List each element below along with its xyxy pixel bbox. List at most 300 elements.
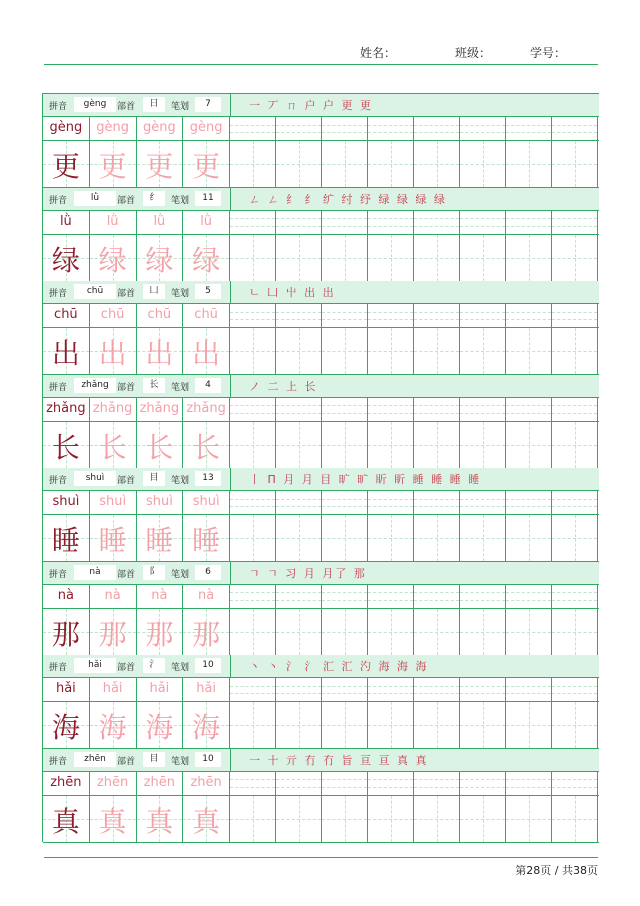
- pinyin-cell: [183, 398, 230, 421]
- hanzi-cell: [137, 235, 184, 281]
- hanzi-practice-cell: [552, 235, 598, 281]
- hanzi-row: [43, 235, 599, 282]
- practice-sheet: [42, 93, 599, 842]
- pinyin-value: gèng: [74, 97, 116, 112]
- stroke-order-cell: [230, 281, 600, 303]
- hanzi-row: [43, 422, 599, 469]
- pinyin-cell: [183, 678, 230, 701]
- pinyin-practice-cell: [230, 211, 276, 234]
- pinyin-cell: [43, 211, 90, 234]
- hanzi-practice-cell: [230, 328, 276, 374]
- pinyin-cell: [90, 211, 137, 234]
- hanzi-practice-cell: [230, 515, 276, 561]
- hanzi-cell: [90, 702, 137, 748]
- pinyin-trace-text: gèng: [143, 120, 176, 135]
- hanzi-practice-cell: [276, 328, 322, 374]
- hanzi-cell: [183, 515, 230, 561]
- pinyin-practice-cell: [552, 491, 598, 514]
- pinyin-trace-text: chū: [194, 307, 218, 322]
- hanzi-trace-text: 绿: [98, 243, 127, 277]
- stroke-order: 一 十 亓 冇 冇 旨 亘 亘 真 真: [249, 753, 429, 767]
- pinyin-practice-cell: [368, 117, 414, 140]
- strokes-label: 笔划: [171, 756, 190, 767]
- pinyin-practice-cell: [552, 211, 598, 234]
- pinyin-row: [43, 211, 599, 235]
- pinyin-text: shuì: [52, 494, 80, 509]
- character-block: [43, 94, 599, 188]
- hanzi-practice-cell: [552, 515, 598, 561]
- stroke-count-value: 13: [195, 471, 221, 486]
- hanzi-cell: [137, 702, 184, 748]
- stroke-count-value: 10: [195, 752, 221, 767]
- stroke-order: ㄴ 凵 屮 出 出: [249, 286, 336, 299]
- pinyin-practice-cell: [506, 398, 552, 421]
- pinyin-trace-text: shuì: [192, 494, 220, 509]
- hanzi-practice-cell: [552, 422, 598, 468]
- pinyin-text: lǜ: [59, 213, 72, 229]
- character-block: [43, 281, 599, 375]
- pinyin-label: 拼音: [49, 289, 68, 299]
- pinyin-practice-cell: [230, 772, 276, 795]
- hanzi-cell: [137, 328, 184, 374]
- radical-label: 部首: [117, 382, 136, 393]
- hanzi-cell: [137, 796, 184, 842]
- stroke-order-cell: [230, 94, 600, 116]
- pinyin-practice-cell: [276, 398, 322, 421]
- pinyin-value: zhēn: [74, 752, 116, 767]
- pinyin-practice-cell: [322, 304, 368, 327]
- pinyin-practice-cell: [368, 491, 414, 514]
- hanzi-cell: [43, 796, 90, 842]
- radical-value: 目: [143, 752, 165, 767]
- hanzi-row: [43, 328, 599, 375]
- hanzi-trace-text: 更: [98, 150, 127, 183]
- hanzi-trace-text: 出: [192, 337, 221, 370]
- radical-value: 日: [143, 97, 165, 112]
- pinyin-practice-cell: [322, 678, 368, 701]
- info-row: [43, 562, 599, 585]
- pinyin-trace-text: shuì: [145, 494, 173, 509]
- pinyin-practice-cell: [368, 398, 414, 421]
- pinyin-cell: [90, 585, 137, 608]
- pinyin-trace-text: shuì: [99, 494, 127, 509]
- strokes-label: 笔划: [171, 663, 190, 673]
- hanzi-practice-cell: [368, 515, 414, 561]
- hanzi-trace-text: 那: [98, 617, 127, 651]
- pinyin-trace-text: lǜ: [106, 213, 119, 229]
- hanzi-cell: [183, 702, 230, 748]
- radical-label: 部首: [117, 289, 136, 299]
- pinyin-cell: [137, 678, 184, 701]
- stroke-order: 丨 П 月 月 目 旷 旷 盺 盺 睡 睡 睡 睡: [249, 473, 482, 486]
- pinyin-practice-cell: [276, 678, 322, 701]
- pinyin-practice-cell: [276, 117, 322, 140]
- pinyin-practice-cell: [368, 304, 414, 327]
- hanzi-trace-text: 真: [98, 804, 127, 838]
- hanzi-trace-text: 睡: [145, 524, 174, 557]
- pinyin-practice-cell: [414, 117, 460, 140]
- pinyin-cell: [43, 678, 90, 701]
- pinyin-practice-cell: [230, 304, 276, 327]
- pinyin-practice-cell: [506, 491, 552, 514]
- hanzi-text: 真: [51, 804, 80, 838]
- pinyin-cell: [137, 491, 184, 514]
- pinyin-practice-cell: [552, 398, 598, 421]
- hanzi-cell: [43, 141, 90, 187]
- hanzi-trace-text: 绿: [192, 243, 221, 277]
- radical-value: 氵: [143, 658, 165, 673]
- pinyin-practice-cell: [460, 772, 506, 795]
- pinyin-practice-cell: [368, 211, 414, 234]
- pinyin-practice-cell: [506, 211, 552, 234]
- pinyin-row: [43, 585, 599, 609]
- hanzi-cell: [183, 141, 230, 187]
- hanzi-practice-cell: [460, 702, 506, 748]
- pinyin-cell: [90, 304, 137, 327]
- pinyin-practice-cell: [230, 585, 276, 608]
- pinyin-practice-cell: [552, 304, 598, 327]
- radical-label: 部首: [117, 476, 136, 486]
- pinyin-practice-cell: [322, 211, 368, 234]
- hanzi-practice-cell: [414, 515, 460, 561]
- hanzi-practice-cell: [506, 515, 552, 561]
- stroke-count-value: 6: [195, 565, 221, 580]
- pinyin-practice-cell: [552, 117, 598, 140]
- info-row: [43, 375, 599, 398]
- pinyin-practice-cell: [460, 585, 506, 608]
- strokes-label: 笔划: [171, 195, 190, 206]
- hanzi-practice-cell: [322, 796, 368, 842]
- hanzi-row: [43, 515, 599, 562]
- hanzi-practice-cell: [322, 702, 368, 748]
- pinyin-trace-text: chū: [100, 307, 125, 322]
- hanzi-trace-text: 海: [98, 711, 127, 744]
- pinyin-practice-cell: [414, 772, 460, 795]
- pinyin-practice-cell: [322, 398, 368, 421]
- pinyin-trace-text: gèng: [189, 120, 223, 135]
- hanzi-cell: [90, 422, 137, 468]
- pinyin-value: shuì: [74, 471, 116, 486]
- pinyin-practice-cell: [506, 117, 552, 140]
- hanzi-practice-cell: [506, 141, 552, 187]
- hanzi-practice-cell: [460, 235, 506, 281]
- pinyin-trace-text: zhǎng: [139, 400, 180, 416]
- pinyin-practice-cell: [230, 398, 276, 421]
- hanzi-trace-text: 睡: [98, 524, 127, 557]
- hanzi-practice-cell: [506, 702, 552, 748]
- pinyin-practice-cell: [368, 772, 414, 795]
- stroke-count-value: 5: [195, 284, 221, 299]
- hanzi-practice-cell: [276, 796, 322, 842]
- pinyin-cell: [90, 772, 137, 795]
- hanzi-practice-cell: [368, 796, 414, 842]
- hanzi-cell: [43, 702, 90, 748]
- pinyin-value: lǜ: [74, 191, 116, 206]
- stroke-count-value: 4: [195, 378, 221, 393]
- hanzi-text: 出: [51, 337, 80, 370]
- stroke-order-cell: [230, 655, 600, 677]
- pinyin-cell: [137, 117, 184, 140]
- pinyin-practice-cell: [414, 585, 460, 608]
- hanzi-cell: [183, 235, 230, 281]
- hanzi-row: [43, 141, 599, 188]
- pinyin-cell: [90, 398, 137, 421]
- hanzi-practice-cell: [460, 141, 506, 187]
- pinyin-trace-text: nà: [198, 587, 215, 603]
- hanzi-cell: [43, 609, 90, 655]
- pinyin-practice-cell: [460, 117, 506, 140]
- hanzi-cell: [183, 328, 230, 374]
- character-block: [43, 562, 599, 656]
- footer-divider: [44, 857, 598, 858]
- pinyin-practice-cell: [552, 678, 598, 701]
- pinyin-practice-cell: [230, 491, 276, 514]
- hanzi-trace-text: 更: [145, 150, 174, 183]
- hanzi-trace-text: 海: [145, 711, 174, 744]
- hanzi-cell: [183, 422, 230, 468]
- hanzi-practice-cell: [230, 796, 276, 842]
- stroke-order-cell: [230, 375, 600, 397]
- pinyin-practice-cell: [460, 678, 506, 701]
- pinyin-trace-text: zhēn: [96, 774, 129, 790]
- hanzi-practice-cell: [368, 702, 414, 748]
- pinyin-text: nà: [57, 587, 74, 603]
- hanzi-practice-cell: [368, 141, 414, 187]
- radical-label: 部首: [117, 663, 136, 673]
- pinyin-row: [43, 678, 599, 702]
- pinyin-cell: [90, 117, 137, 140]
- pinyin-cell: [137, 585, 184, 608]
- pinyin-cell: [183, 772, 230, 795]
- pinyin-practice-cell: [460, 491, 506, 514]
- pinyin-value: nà: [74, 565, 116, 580]
- pinyin-cell: [90, 678, 137, 701]
- strokes-label: 笔划: [171, 102, 190, 112]
- pinyin-trace-text: zhǎng: [92, 400, 133, 416]
- pinyin-cell: [183, 211, 230, 234]
- radical-value: 凵: [143, 284, 165, 299]
- pinyin-practice-cell: [322, 585, 368, 608]
- stroke-order-cell: [230, 562, 600, 584]
- stroke-order-cell: [230, 468, 600, 490]
- strokes-label: 笔划: [171, 476, 190, 486]
- hanzi-practice-cell: [460, 609, 506, 655]
- hanzi-practice-cell: [460, 515, 506, 561]
- pinyin-value: hǎi: [74, 658, 116, 673]
- pinyin-practice-cell: [276, 211, 322, 234]
- hanzi-trace-text: 长: [98, 430, 127, 464]
- radical-value: 目: [143, 471, 165, 486]
- pinyin-text: gèng: [49, 120, 83, 135]
- pinyin-text: zhēn: [50, 774, 82, 790]
- hanzi-cell: [137, 422, 184, 468]
- pinyin-practice-cell: [552, 585, 598, 608]
- stroke-order: 一 丆 ㄇ 户 户 更 更: [249, 99, 373, 112]
- hanzi-text: 海: [51, 711, 80, 744]
- hanzi-row: [43, 702, 599, 749]
- hanzi-cell: [90, 796, 137, 842]
- pinyin-row: [43, 772, 599, 796]
- hanzi-practice-cell: [460, 796, 506, 842]
- pinyin-practice-cell: [230, 678, 276, 701]
- pinyin-label: 拼音: [49, 756, 68, 767]
- hanzi-practice-cell: [414, 141, 460, 187]
- pinyin-practice-cell: [506, 678, 552, 701]
- pinyin-practice-cell: [506, 772, 552, 795]
- info-row: [43, 188, 599, 211]
- pinyin-practice-cell: [276, 772, 322, 795]
- hanzi-practice-cell: [506, 422, 552, 468]
- info-row: [43, 655, 599, 678]
- hanzi-practice-cell: [322, 609, 368, 655]
- hanzi-practice-cell: [414, 702, 460, 748]
- hanzi-trace-text: 出: [145, 337, 174, 370]
- pinyin-trace-text: zhēn: [143, 774, 176, 790]
- hanzi-practice-cell: [368, 235, 414, 281]
- hanzi-trace-text: 真: [145, 804, 174, 838]
- pinyin-trace-text: zhǎng: [186, 400, 226, 416]
- hanzi-practice-cell: [368, 609, 414, 655]
- pinyin-cell: [137, 211, 184, 234]
- hanzi-practice-cell: [230, 422, 276, 468]
- character-block: [43, 655, 599, 749]
- pinyin-label: 拼音: [49, 569, 68, 580]
- pinyin-cell: [90, 491, 137, 514]
- pinyin-trace-text: hǎi: [149, 681, 170, 696]
- pinyin-label: 拼音: [49, 476, 68, 486]
- pinyin-label: 拼音: [49, 382, 68, 393]
- strokes-label: 笔划: [171, 382, 190, 393]
- stroke-count-value: 11: [195, 191, 221, 206]
- hanzi-practice-cell: [322, 422, 368, 468]
- pinyin-text: chū: [54, 307, 78, 322]
- hanzi-practice-cell: [506, 328, 552, 374]
- hanzi-practice-cell: [460, 422, 506, 468]
- hanzi-practice-cell: [552, 609, 598, 655]
- hanzi-practice-cell: [506, 796, 552, 842]
- hanzi-cell: [137, 609, 184, 655]
- stroke-order-cell: [230, 188, 600, 210]
- info-row: [43, 468, 599, 491]
- pinyin-cell: [43, 117, 90, 140]
- stroke-count-value: 7: [195, 97, 221, 112]
- pinyin-cell: [183, 117, 230, 140]
- pinyin-text: zhǎng: [46, 400, 86, 416]
- pinyin-cell: [137, 398, 184, 421]
- hanzi-trace-text: 长: [192, 430, 221, 464]
- strokes-label: 笔划: [171, 289, 190, 299]
- info-row: [43, 281, 599, 304]
- class-label: 班级：: [455, 46, 492, 60]
- hanzi-practice-cell: [276, 702, 322, 748]
- pinyin-trace-text: chū: [147, 307, 172, 322]
- pinyin-trace-text: hǎi: [102, 681, 123, 696]
- stroke-order: 丶 丶 氵 氵 汇 汇 汋 海 海 海: [249, 660, 429, 673]
- radical-value: 纟: [143, 191, 165, 206]
- pinyin-practice-cell: [322, 491, 368, 514]
- pinyin-practice-cell: [368, 678, 414, 701]
- pinyin-cell: [183, 491, 230, 514]
- pinyin-practice-cell: [322, 772, 368, 795]
- hanzi-cell: [183, 796, 230, 842]
- student-id-label: 学号：: [530, 46, 567, 60]
- hanzi-practice-cell: [414, 796, 460, 842]
- hanzi-practice-cell: [414, 235, 460, 281]
- pinyin-cell: [43, 772, 90, 795]
- pinyin-label: 拼音: [49, 102, 68, 112]
- pinyin-practice-cell: [414, 491, 460, 514]
- hanzi-practice-cell: [506, 235, 552, 281]
- pinyin-cell: [43, 304, 90, 327]
- pinyin-cell: [43, 491, 90, 514]
- pinyin-practice-cell: [414, 398, 460, 421]
- hanzi-practice-cell: [230, 141, 276, 187]
- header-divider: [44, 64, 598, 65]
- hanzi-practice-cell: [276, 609, 322, 655]
- pinyin-trace-text: lǜ: [153, 213, 166, 229]
- pinyin-row: [43, 117, 599, 141]
- hanzi-practice-cell: [552, 796, 598, 842]
- pinyin-practice-cell: [552, 772, 598, 795]
- stroke-order: ㄥ ㄥ 纟 纟 纩 纣 纾 绿 绿 绿 绿: [249, 192, 447, 206]
- hanzi-text: 长: [51, 430, 80, 464]
- hanzi-text: 绿: [51, 243, 80, 277]
- pinyin-trace-text: gèng: [96, 120, 129, 135]
- hanzi-practice-cell: [552, 141, 598, 187]
- pinyin-cell: [137, 304, 184, 327]
- hanzi-practice-cell: [276, 422, 322, 468]
- stroke-count-value: 10: [195, 658, 221, 673]
- page-header: [0, 40, 640, 62]
- hanzi-trace-text: 海: [192, 711, 221, 744]
- pinyin-practice-cell: [230, 117, 276, 140]
- pinyin-practice-cell: [368, 585, 414, 608]
- hanzi-text: 睡: [51, 524, 80, 557]
- pinyin-text: hǎi: [55, 681, 76, 696]
- hanzi-cell: [90, 609, 137, 655]
- hanzi-cell: [137, 141, 184, 187]
- hanzi-cell: [43, 422, 90, 468]
- hanzi-practice-cell: [276, 235, 322, 281]
- pinyin-practice-cell: [414, 678, 460, 701]
- radical-value: 阝: [143, 565, 165, 580]
- hanzi-trace-text: 那: [145, 617, 174, 651]
- pinyin-practice-cell: [276, 304, 322, 327]
- hanzi-practice-cell: [322, 328, 368, 374]
- pinyin-practice-cell: [460, 304, 506, 327]
- pinyin-cell: [43, 398, 90, 421]
- hanzi-practice-cell: [414, 609, 460, 655]
- hanzi-practice-cell: [368, 422, 414, 468]
- character-block: [43, 749, 599, 843]
- pinyin-practice-cell: [322, 117, 368, 140]
- stroke-order-cell: [230, 749, 600, 771]
- hanzi-trace-text: 更: [192, 150, 221, 183]
- hanzi-trace-text: 睡: [192, 524, 221, 557]
- hanzi-cell: [183, 609, 230, 655]
- radical-label: 部首: [117, 756, 136, 767]
- radical-label: 部首: [117, 195, 136, 206]
- hanzi-practice-cell: [322, 141, 368, 187]
- radical-value: 长: [143, 378, 165, 393]
- hanzi-practice-cell: [230, 609, 276, 655]
- hanzi-practice-cell: [552, 702, 598, 748]
- hanzi-row: [43, 796, 599, 843]
- pinyin-trace-text: zhēn: [190, 774, 222, 790]
- hanzi-practice-cell: [322, 515, 368, 561]
- hanzi-practice-cell: [230, 235, 276, 281]
- hanzi-practice-cell: [552, 328, 598, 374]
